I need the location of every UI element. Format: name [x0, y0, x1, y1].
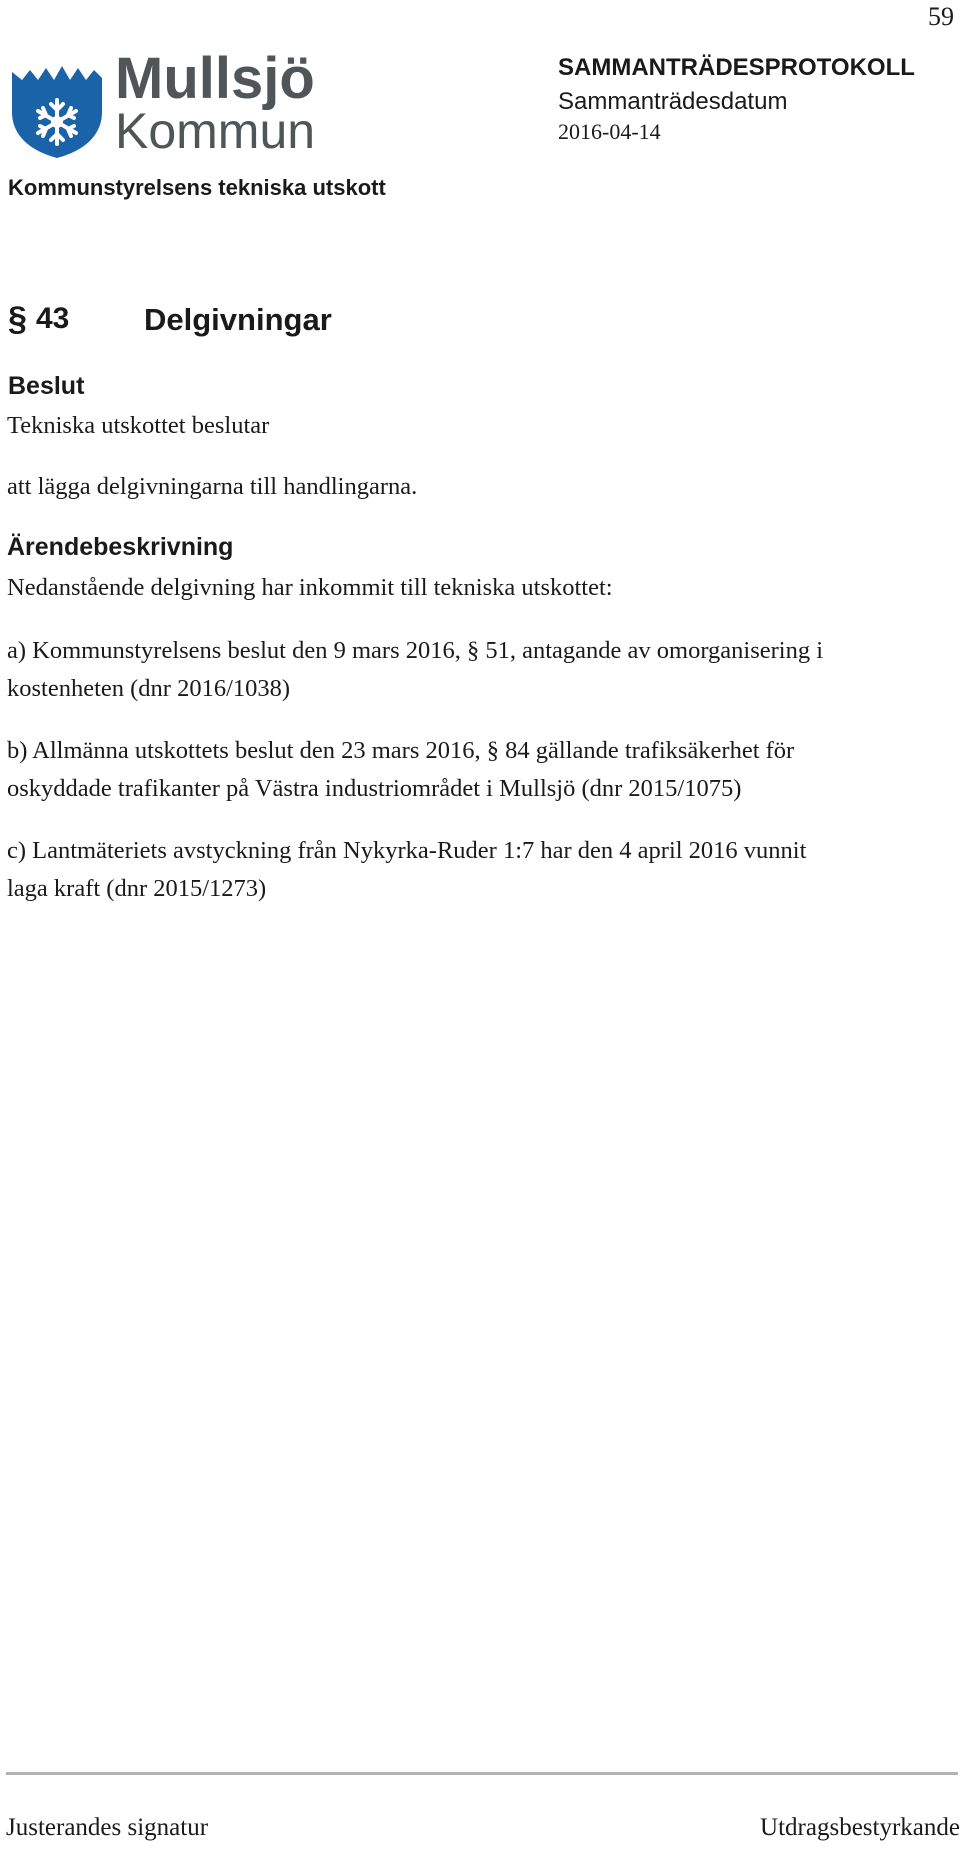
list-item-line-2: oskyddade trafikanter på Västra industriområdet i Mullsjö (dnr 2015/1075) — [7, 775, 742, 802]
list-item-line-1: b) Allmänna utskottets beslut den 23 mars 2016, § 84 gällande trafiksäkerhet för — [7, 737, 795, 764]
mullsjo-kommun-logo — [10, 48, 360, 160]
section-symbol: § — [8, 300, 27, 338]
logo-text-line1: Mullsjö — [115, 48, 315, 111]
footer-certification-label: Utdragsbestyrkande — [760, 1814, 960, 1841]
decision-line-1: Tekniska utskottet beslutar — [7, 412, 270, 439]
section-number: 43 — [36, 302, 70, 335]
description-heading: Ärendebeskrivning — [7, 533, 234, 561]
coat-of-arms-shield-icon — [12, 52, 102, 158]
decision-line-2: att lägga delgivningarna till handlingarna. — [7, 473, 418, 500]
list-item — [7, 632, 952, 708]
section-title: Delgivningar — [144, 302, 332, 337]
logo-text-line2: Kommun — [115, 103, 316, 159]
document-type: SAMMANTRÄDESPROTOKOLL — [558, 54, 915, 81]
list-item-line-2: laga kraft (dnr 2015/1273) — [7, 875, 267, 902]
description-intro: Nedanstående delgivning har inkommit till tekniska utskottet: — [7, 574, 613, 601]
meeting-date-label: Sammanträdesdatum — [558, 88, 788, 115]
list-item-line-1: c) Lantmäteriets avstyckning från Nykyrka-Ruder 1:7 har den 4 april 2016 vunnit — [7, 837, 807, 864]
decision-heading: Beslut — [8, 372, 85, 400]
footer-divider — [6, 1772, 958, 1775]
footer-signature-label: Justerandes signatur — [6, 1814, 209, 1841]
meeting-date-value: 2016-04-14 — [558, 119, 661, 144]
committee-name: Kommunstyrelsens tekniska utskott — [8, 175, 386, 200]
list-item — [7, 832, 952, 908]
list-item — [7, 732, 952, 808]
list-item-line-2: kostenheten (dnr 2016/1038) — [7, 675, 291, 702]
page-number: 59 — [928, 2, 954, 31]
list-item-line-1: a) Kommunstyrelsens beslut den 9 mars 2016, § 51, antagande av omorganisering i — [7, 637, 824, 664]
